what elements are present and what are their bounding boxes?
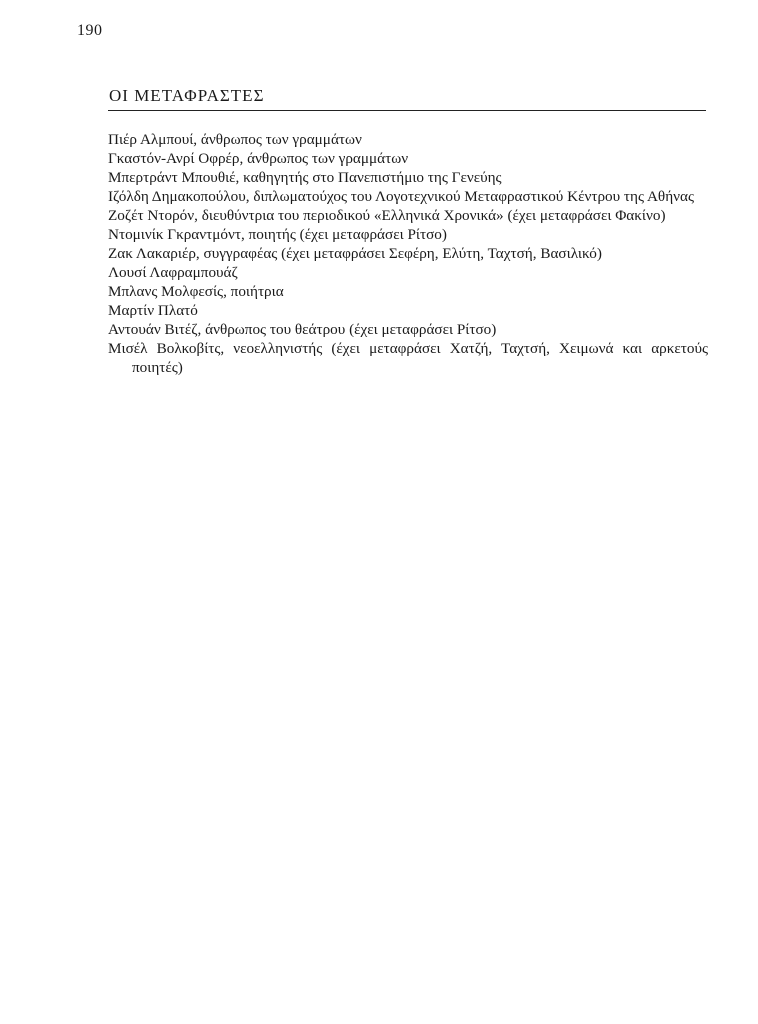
list-item: Μισέλ Βολκοβίτς, νεοελληνιστής (έχει μεταφράσει Χατζή, Ταχτσή, Χειμωνά και αρκετούς ποιητές) (108, 340, 708, 376)
list-item: Ζακ Λακαριέρ, συγγραφέας (έχει μεταφράσει Σεφέρη, Ελύτη, Ταχτσή, Βασιλικό) (108, 245, 602, 262)
section-title: ΟΙ ΜΕΤΑΦΡΑΣΤΕΣ (109, 86, 265, 105)
list-item: Πιέρ Αλμπουί, άνθρωπος των γραμμάτων (108, 131, 362, 148)
list-item: Μπερτράντ Μπουθιέ, καθηγητής στο Πανεπιστήμιο της Γενεύης (108, 169, 502, 186)
page-number: 190 (77, 22, 103, 39)
list-item: Γκαστόν-Ανρί Οφρέρ, άνθρωπος των γραμμάτων (108, 150, 409, 167)
list-item: Ζοζέτ Ντορόν, διευθύντρια του περιοδικού «Ελληνικά Χρονικά» (έχει μεταφράσει Φακίνο) (108, 207, 666, 224)
list-item: Αντουάν Βιτέζ, άνθρωπος του θεάτρου (έχει μεταφράσει Ρίτσο) (108, 321, 497, 338)
list-item: Μπλανς Μολφεσίς, ποιήτρια (108, 283, 284, 300)
list-item: Μαρτίν Πλατό (108, 302, 198, 319)
list-item: Ντομινίκ Γκραντμόντ, ποιητής (έχει μεταφράσει Ρίτσο) (108, 226, 447, 243)
list-item: Ιζόλδη Δημακοπούλου, διπλωματούχος του Λογοτεχνικού Μεταφραστικού Κέντρου της Αθήνας (108, 188, 694, 205)
list-item: Λουσί Λαφραμπουάζ (108, 264, 238, 281)
translators-list (108, 130, 708, 377)
title-divider (108, 110, 706, 111)
